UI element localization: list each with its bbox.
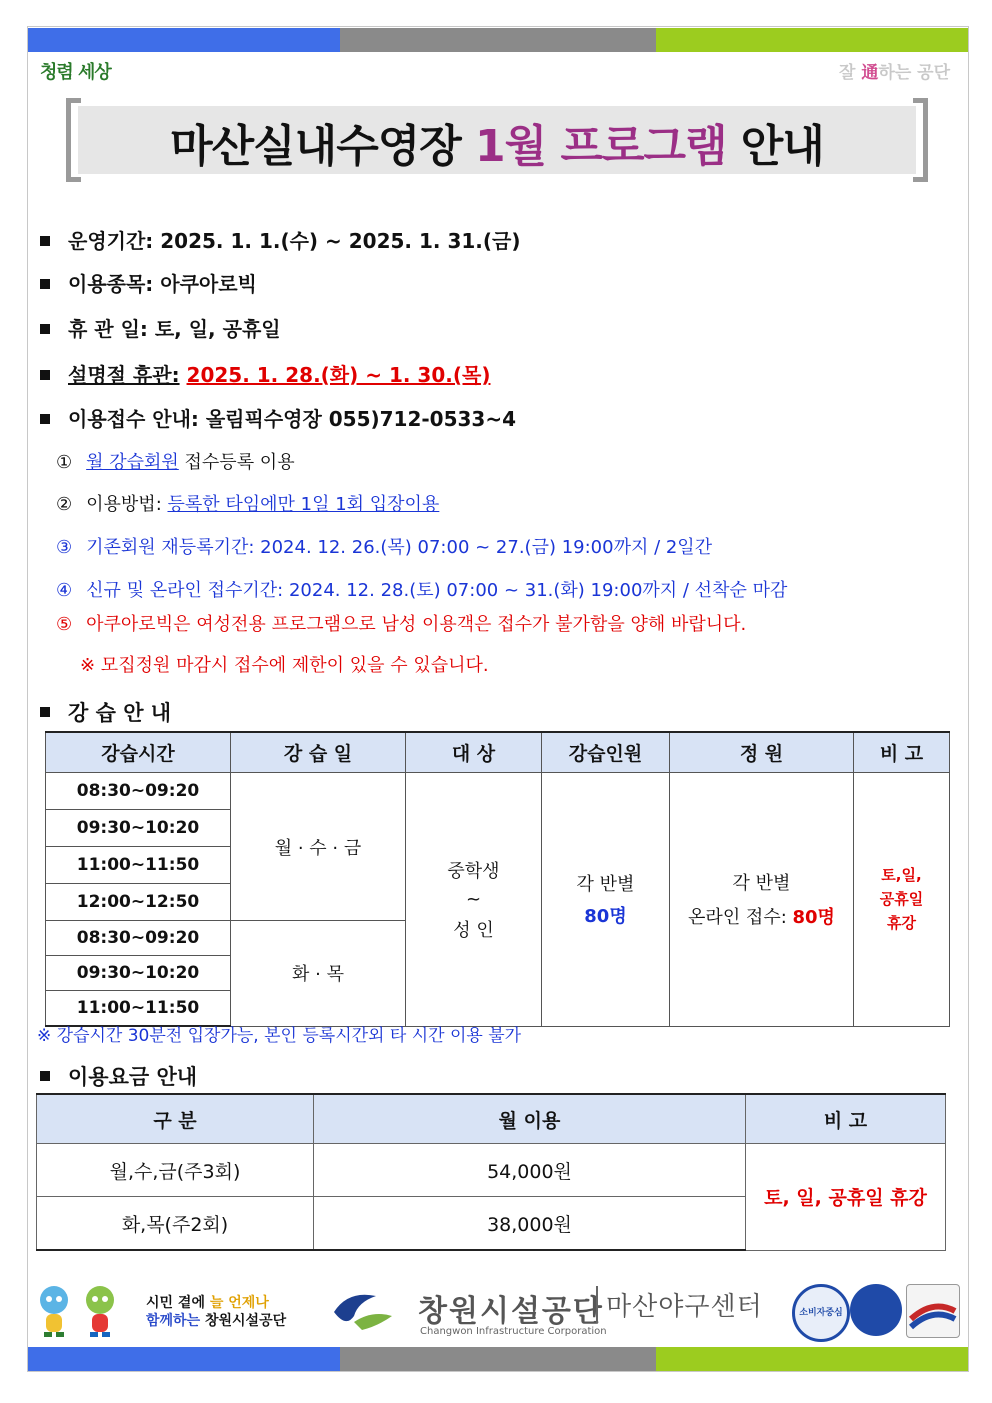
subitem-5: ⑤ 아쿠아로빅은 여성전용 프로그램으로 남성 이용객은 접수가 불가함을 양해 바랍니다.	[56, 614, 747, 635]
integrity-logo: 청렴 세상	[40, 62, 111, 83]
mascot-icon	[36, 1284, 72, 1338]
org-name: 창원시설공단	[418, 1294, 604, 1329]
class-size-cell: 각 반별 80명	[542, 773, 670, 1027]
lesson-note: ※ 강습시간 30분전 입장가능, 본인 등록시간외 타 시간 이용 불가	[37, 1026, 522, 1046]
mascot-icon	[82, 1284, 118, 1338]
days-tt: 화 · 목	[231, 921, 406, 1027]
fee-section-title: 이용요금 안내	[40, 1061, 197, 1091]
table-row: 화,목(주2회) 38,000원	[37, 1197, 946, 1251]
table-row: 월,수,금(주3회) 54,000원 토, 일, 공휴일 휴강	[37, 1144, 946, 1197]
human-rights-badge-icon	[850, 1284, 902, 1336]
fee-remark: 토, 일, 공휴일 휴강	[746, 1144, 946, 1251]
certification-badge-icon	[906, 1284, 960, 1338]
recruit-note: ※ 모집정원 마감시 접수에 제한이 있을 수 있습니다.	[80, 655, 489, 676]
table-row: 12:00~12:50	[46, 884, 950, 921]
subitem-2: ② 이용방법: 등록한 타임에만 1일 1회 입장이용	[56, 494, 440, 515]
monthly-member-link[interactable]: 월 강습회원	[86, 452, 179, 473]
bottom-color-bar	[28, 1347, 968, 1371]
operation-period: 운영기간: 2025. 1. 1.(수) ~ 2025. 1. 31.(금)	[40, 225, 520, 254]
table-row: 08:30~09:20 화 · 목	[46, 921, 950, 956]
footer-slogan: 시민 곁에 늘 언제나 함께하는 창원시설공단	[146, 1295, 287, 1329]
center-name: 마산야구센터	[596, 1286, 763, 1323]
holiday-closure: 설명절 휴관: 2025. 1. 28.(화) ~ 1. 30.(목)	[40, 359, 490, 388]
title-banner	[66, 98, 928, 182]
footer	[28, 1280, 968, 1344]
registration-contact: 이용접수 안내: 올림픽수영장 055)712-0533~4	[40, 403, 516, 432]
lesson-table	[45, 731, 950, 1027]
lesson-section-title: 강 습 안 내	[40, 697, 171, 727]
fee-table	[36, 1093, 946, 1251]
fee-table-header: 구 분 월 이용 비 고	[37, 1094, 946, 1144]
table-row: 09:30~10:20	[46, 810, 950, 847]
slogan-logo: 잘 通하는 공단	[839, 63, 950, 83]
table-row: 09:30~10:20	[46, 956, 950, 991]
top-color-bar	[28, 28, 968, 52]
table-row: 11:00~11:50	[46, 991, 950, 1027]
lesson-table-header: 강습시간 강 습 일 대 상 강습인원 정 원 비 고	[46, 732, 950, 773]
subitem-3: ③ 기존회원 재등록기간: 2024. 12. 26.(목) 07:00 ~ 27.(금) 19:00까지 / 2일간	[56, 537, 713, 558]
subitem-1: ① 월 강습회원 접수등록 이용	[56, 452, 295, 473]
page-title: 마산실내수영장 1월 프로그램 안내	[170, 121, 824, 172]
org-name-en: Changwon Infrastructure Corporation	[420, 1326, 607, 1337]
remark-cell: 토,일, 공휴일 휴강	[854, 773, 950, 1027]
program-item: 이용종목: 아쿠아로빅	[40, 268, 257, 297]
city-emblem-icon	[328, 1282, 400, 1342]
closed-days: 휴 관 일: 토, 일, 공휴일	[40, 313, 281, 342]
subitem-4: ④ 신규 및 온라인 접수기간: 2024. 12. 28.(토) 07:00 ~ 31.(화) 19:00까지 / 선착순 마감	[56, 580, 788, 601]
target-cell: 중학생 ~ 성 인	[406, 773, 542, 1027]
table-row: 08:30~09:20 월 · 수 · 금 중학생 ~ 성 인 각 반별 80명 각 반별 온라인 접수: 80명 토,일, 공휴일 휴강	[46, 773, 950, 810]
days-mwf: 월 · 수 · 금	[231, 773, 406, 921]
table-row: 11:00~11:50	[46, 847, 950, 884]
quota-cell: 각 반별 온라인 접수: 80명	[670, 773, 854, 1027]
usage-method-link[interactable]: 등록한 타임에만 1일 1회 입장이용	[167, 494, 440, 515]
ccm-badge-icon: 소비자중심	[792, 1284, 850, 1342]
